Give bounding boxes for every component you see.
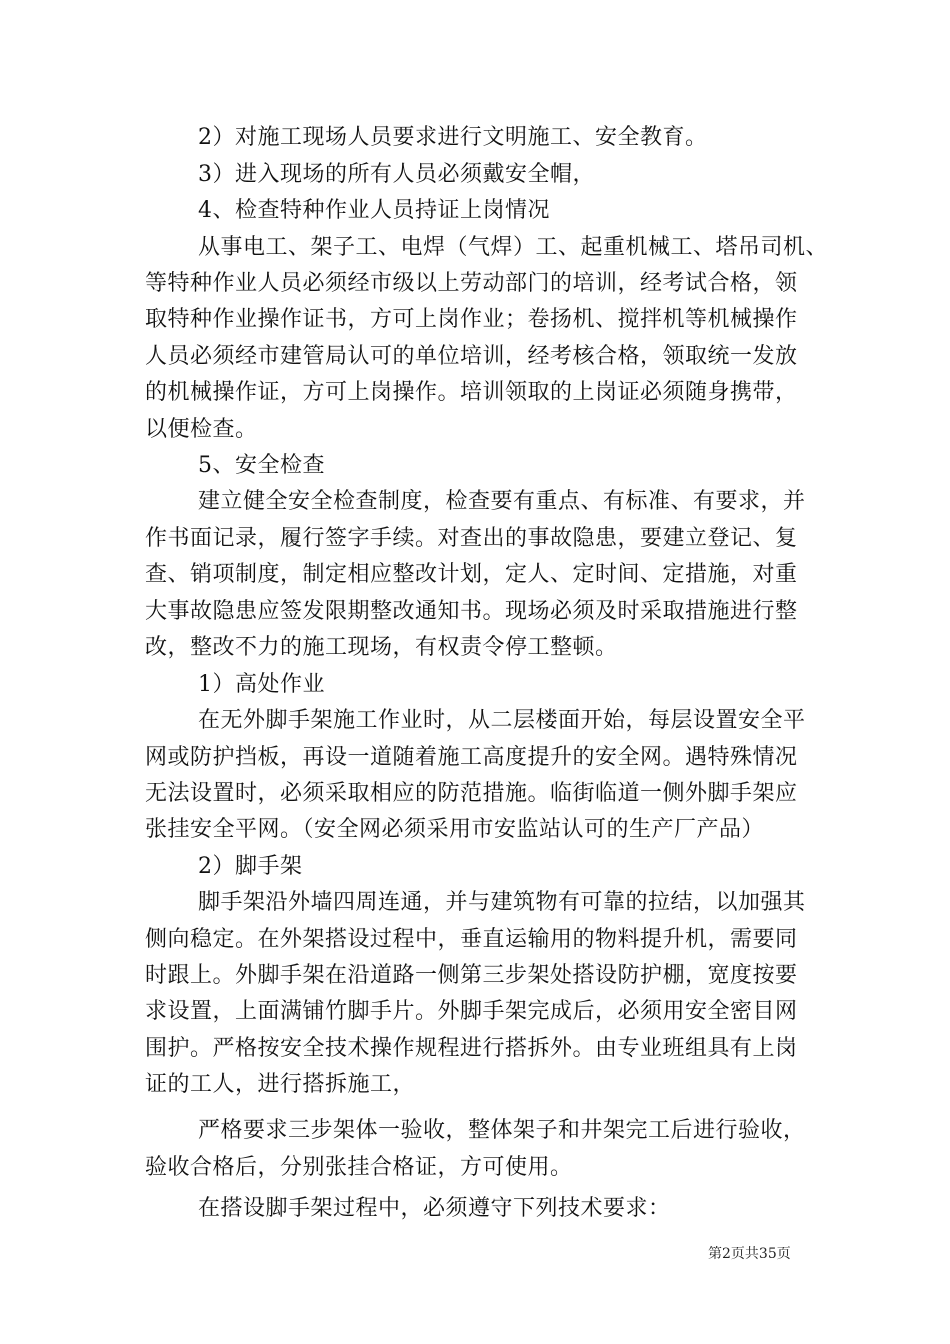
text-line: 改，整改不力的施工现场，有权责令停工整顿。 <box>145 635 618 660</box>
text-line: 等特种作业人员必须经市级以上劳动部门的培训，经考试合格，领 <box>145 271 798 296</box>
text-line: 验收合格后，分别张挂合格证，方可使用。 <box>145 1155 573 1180</box>
text-line: 大事故隐患应签发限期整改通知书。现场必须及时采取措施进行整 <box>145 599 798 624</box>
text-line: 查、销项制度，制定相应整改计划，定人、定时间、定措施，对重 <box>145 562 798 587</box>
text-line: 5、安全检查 <box>198 453 325 478</box>
text-line: 1）高处作业 <box>198 672 325 697</box>
text-line: 在搭设脚手架过程中，必须遵守下列技术要求： <box>198 1196 671 1221</box>
text-line: 张挂安全平网。（安全网必须采用市安监站认可的生产厂产品） <box>145 817 765 842</box>
page-number: 第2页共35页 <box>708 1246 791 1262</box>
text-line: 严格要求三步架体一验收，整体架子和井架完工后进行验收， <box>198 1118 806 1143</box>
text-line: 作书面记录，履行签字手续。对查出的事故隐患，要建立登记、复 <box>145 526 798 551</box>
text-line: 围护。严格按安全技术操作规程进行搭拆外。由专业班组具有上岗 <box>145 1036 798 1061</box>
text-line: 证的工人，进行搭拆施工， <box>145 1072 416 1097</box>
text-line: 取特种作业操作证书，方可上岗作业；卷扬机、搅拌机等机械操作 <box>145 307 798 332</box>
text-line: 2）对施工现场人员要求进行文明施工、安全教育。 <box>198 125 708 150</box>
text-line: 2）脚手架 <box>198 854 303 879</box>
text-line: 人员必须经市建管局认可的单位培训，经考核合格，领取统一发放 <box>145 344 798 369</box>
text-line: 以便检查。 <box>145 417 258 442</box>
text-line: 脚手架沿外墙四周连通，并与建筑物有可靠的拉结，以加强其 <box>198 890 806 915</box>
text-line: 网或防护挡板，再设一道随着施工高度提升的安全网。遇特殊情况 <box>145 745 798 770</box>
text-line: 的机械操作证，方可上岗操作。培训领取的上岗证必须随身携带， <box>145 380 798 405</box>
text-line: 建立健全安全检查制度，检查要有重点、有标准、有要求，并 <box>198 489 806 514</box>
text-line: 无法设置时，必须采取相应的防范措施。临街临道一侧外脚手架应 <box>145 781 798 806</box>
text-line: 3）进入现场的所有人员必须戴安全帽， <box>198 162 595 187</box>
text-line: 从事电工、架子工、电焊（气焊）工、起重机械工、塔吊司机、 <box>198 235 829 260</box>
text-line: 4、检查特种作业人员持证上岗情况 <box>198 198 550 223</box>
text-line: 时跟上。外脚手架在沿道路一侧第三步架处搭设防护棚，宽度按要 <box>145 963 798 988</box>
text-line: 求设置，上面满铺竹脚手片。外脚手架完成后，必须用安全密目网 <box>145 999 798 1024</box>
text-line: 侧向稳定。在外架搭设过程中，垂直运输用的物料提升机，需要同 <box>145 927 798 952</box>
text-line: 在无外脚手架施工作业时，从二层楼面开始，每层设置安全平 <box>198 708 806 733</box>
